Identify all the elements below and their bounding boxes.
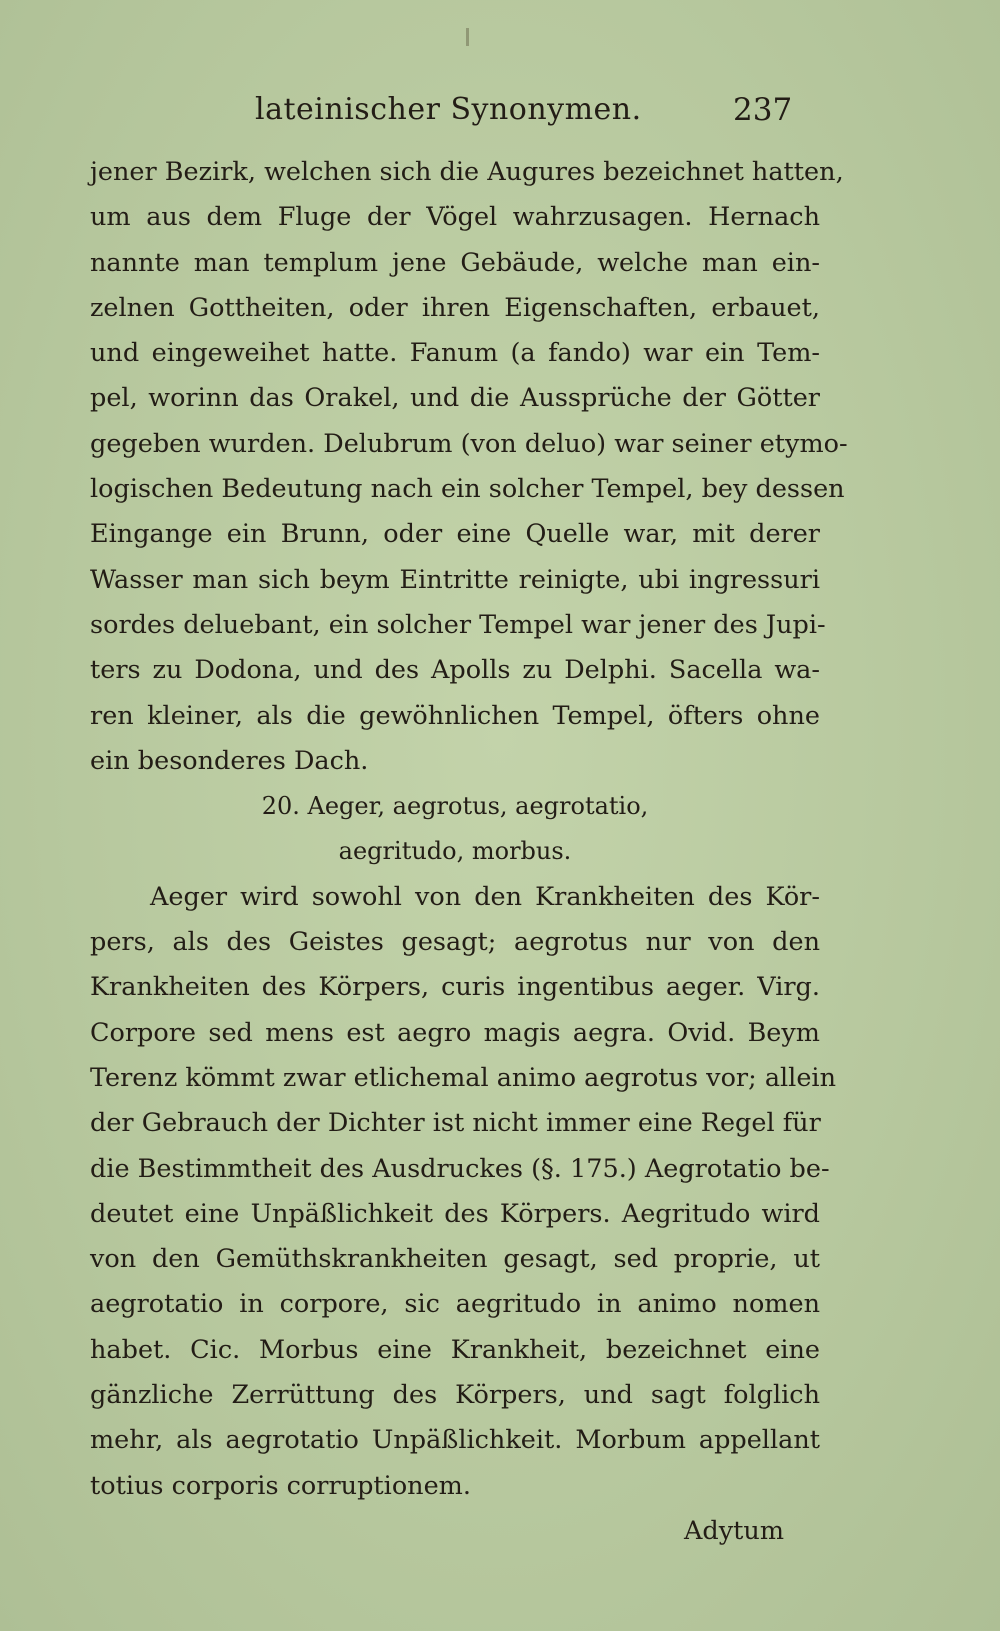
text-line: pers, als des Geistes gesagt; aegrotus nur von den [90, 927, 820, 958]
text-line: pel, worinn das Orakel, und die Aussprüche der Götter [90, 383, 820, 414]
page-number: 237 [733, 92, 793, 128]
text-line: Terenz kömmt zwar etlichemal animo aegrotus vor; allein [90, 1062, 836, 1093]
text-line: Aeger wird sowohl von den Krankheiten des Kör- [150, 881, 820, 912]
text-line: der Gebrauch der Dichter ist nicht immer eine Regel für [90, 1108, 821, 1139]
text-line: Corpore sed mens est aegro magis aegra. Ovid. Beym [90, 1017, 820, 1048]
text-line: gegeben wurden. Delubrum (von deluo) war seiner etymo- [90, 428, 848, 459]
ink-smudge [466, 28, 469, 46]
page-header [0, 92, 1000, 142]
text-line: zelnen Gottheiten, oder ihren Eigenschaften, erbauet, [90, 292, 820, 323]
text-line: Krankheiten des Körpers, curis ingentibus aeger. Virg. [90, 972, 820, 1003]
section-heading-line: 20. Aeger, aegrotus, aegrotatio, [261, 792, 649, 821]
page-body [90, 150, 848, 1554]
text-line: ters zu Dodona, und des Apolls zu Delphi. Sacella wa- [90, 655, 820, 686]
text-line: und eingeweihet hatte. Fanum (a fando) war ein Tem- [90, 338, 820, 369]
text-line: ren kleiner, als die gewöhnlichen Tempel, öfters ohne [90, 700, 820, 731]
running-head: lateinischer Synonymen. [255, 92, 642, 127]
text-line: logischen Bedeutung nach ein solcher Tempel, bey dessen [90, 474, 845, 505]
section-heading [90, 784, 820, 875]
text-line: mehr, als aegrotatio Unpäßlichkeit. Morbum appellant [90, 1425, 820, 1456]
paragraph-templum [90, 150, 848, 784]
text-line: nannte man templum jene Gebäude, welche man ein- [90, 247, 820, 278]
text-line: habet. Cic. Morbus eine Krankheit, bezeichnet eine [90, 1334, 820, 1365]
text-line: ein besonderes Dach. [90, 745, 369, 776]
text-line: sordes deluebant, ein solcher Tempel war jener des Jupi- [90, 609, 826, 640]
text-line: jener Bezirk, welchen sich die Augures bezeichnet hatten, [90, 157, 844, 187]
text-line: deutet eine Unpäßlichkeit des Körpers. Aegritudo wird [90, 1198, 820, 1229]
text-line: totius corporis corruptionem. [90, 1470, 471, 1501]
catchword: Adytum [684, 1515, 784, 1546]
text-line: um aus dem Fluge der Vögel wahrzusagen. Hernach [90, 202, 820, 233]
text-line: die Bestimmtheit des Ausdruckes (§. 175.) Aegrotatio be- [90, 1153, 830, 1184]
text-line: von den Gemüthskrankheiten gesagt, sed proprie, ut [90, 1244, 820, 1275]
text-line: aegrotatio in corpore, sic aegritudo in animo nomen [90, 1289, 820, 1320]
paragraph-aeger [90, 875, 836, 1509]
text-line: Wasser man sich beym Eintritte reinigte, ubi ingressuri [90, 564, 820, 595]
text-line: Eingange ein Brunn, oder eine Quelle war, mit derer [90, 519, 820, 550]
text-line: gänzliche Zerrüttung des Körpers, und sagt folglich [90, 1380, 820, 1411]
section-heading-line: aegritudo, morbus. [338, 837, 572, 866]
